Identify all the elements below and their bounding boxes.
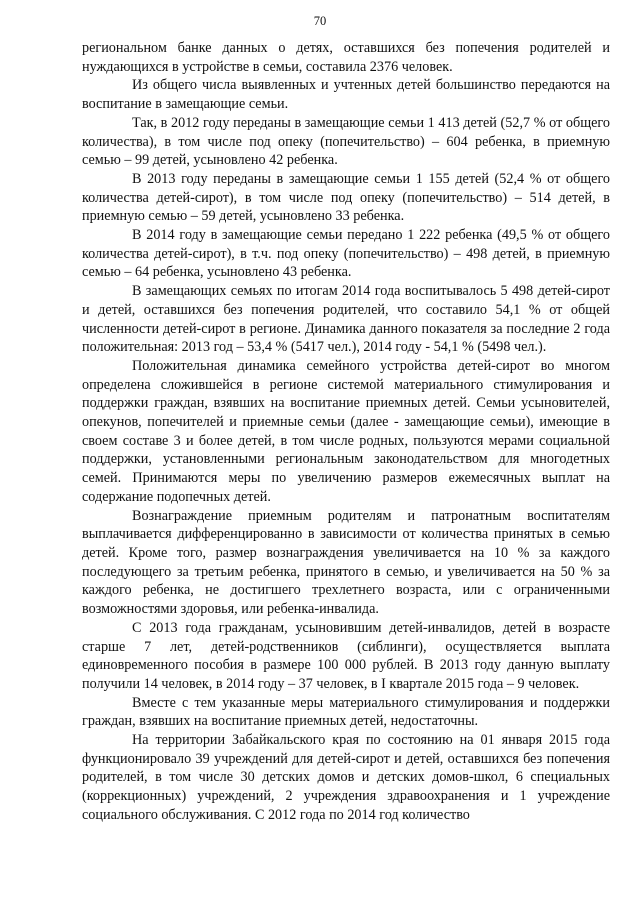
paragraph: С 2013 года гражданам, усыновившим детей-инвалидов, детей в возрасте старше 7 лет, детей-родственников (сиблинги), осуществляется выплата единовременного пособия в размере 100 000 рублей. В 2013 году данную выплату получили 14 человек, в 2014 году – 37 человек, в I квартале 2015 года – 9 человек. xyxy=(82,619,610,692)
paragraph: Так, в 2012 году переданы в замещающие семьи 1 413 детей (52,7 % от общего количества), в том числе под опеку (попечительство) – 604 ребенка, в приемную семью – 99 детей, усыновлено 42 ребенка. xyxy=(82,114,610,169)
paragraph: Вознаграждение приемным родителям и патронатным воспитателям выплачивается дифференцированно в зависимости от количества принятых в семью детей. Кроме того, размер вознаграждения увеличивается на 10 % за каждого последующего за третьим ребенка, принятого в семью, и увеличивается на 50 % за каждого ребенка, не достигшего трехлетнего возраста, или с ограниченными возможностями здоровья, или ребенка-инвалида. xyxy=(82,507,610,618)
paragraph: Из общего числа выявленных и учтенных детей большинство передаются на воспитание в замещающие семьи. xyxy=(82,77,610,113)
paragraph: Вместе с тем указанные меры материального стимулирования и поддержки граждан, взявших на воспитание приемных детей, недостаточны. xyxy=(82,694,610,730)
paragraph: В 2014 году в замещающие семьи передано 1 222 ребенка (49,5 % от общего количества детей-сирот), в т.ч. под опеку (попечительство) – 498 детей, в приемную семью – 64 ребенка, усыновлено 43 ребенка. xyxy=(82,227,610,281)
paragraph: В замещающих семьях по итогам 2014 года воспитывалось 5 498 детей-сирот и детей, оставшихся без попечения родителей, что составило 54,1 % от общей численности детей-сирот в регионе. Динамика данного показателя за последние 2 года положительная: 2013 год – 53,4 % (5417 чел.), 2014 году - 54,1 % (5498 чел.). xyxy=(82,283,610,356)
paragraph: Положительная динамика семейного устройства детей-сирот во многом определена сложившейся в регионе системой материального стимулирования и поддержки граждан, взявших на воспитание приемных детей. Семьи усыновителей, опекунов, попечителей и приемные семьи (далее - замещающие семьи), имеющие в своем составе 3 и более детей, в том числе родных, пользуются мерами социальной поддержки, установленными региональным законодательством для многодетных семей. Принимаются меры по увеличению размеров ежемесячных выплат на содержание подопечных детей. xyxy=(82,357,610,505)
paragraph: региональном банке данных о детях, оставшихся без попечения родителей и нуждающихся в устройстве в семьи, составила 2376 человек. xyxy=(82,40,610,75)
paragraph: В 2013 году переданы в замещающие семьи 1 155 детей (52,4 % от общего количества детей-сирот), в том числе под опеку (попечительство) – 514 детей, в приемную семью – 59 детей, усыновлено 33 ребенка. xyxy=(82,170,610,225)
page-number: 70 xyxy=(313,14,327,28)
document-body xyxy=(82,39,610,825)
paragraph: На территории Забайкальского края по состоянию на 01 января 2015 года функционировало 39 учреждений для детей-сирот и детей, оставшихся без попечения родителей, в том числе 30 детских домов и детских домов-школ, 6 специальных (коррекционных) учреждений, 2 учреждения здравоохранения и 1 учреждение социального обслуживания. С 2012 года по 2014 год количество xyxy=(82,732,610,823)
